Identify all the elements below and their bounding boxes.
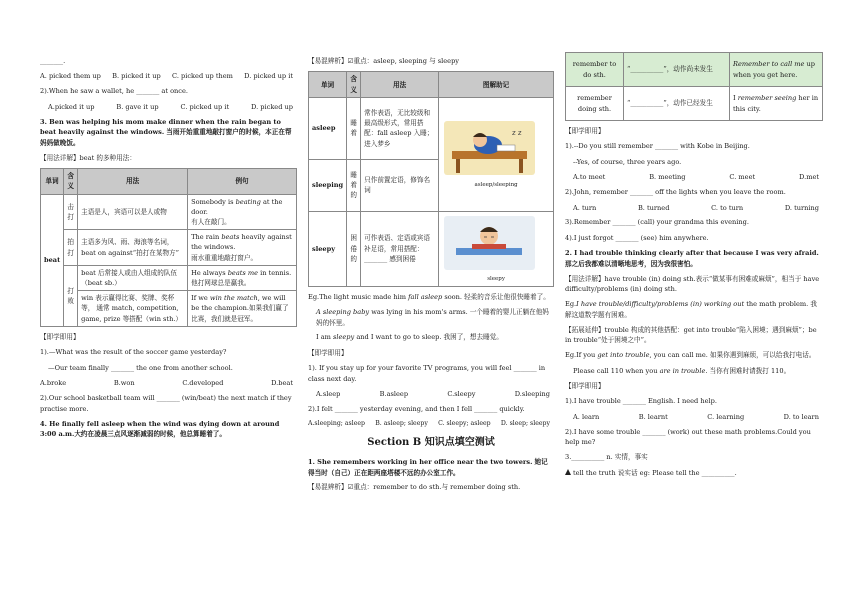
options <box>565 172 823 183</box>
example-zh: 他打网球总是赢我。 <box>191 279 251 288</box>
option: C.sleepy <box>447 389 476 398</box>
option: B. turned <box>637 203 670 212</box>
sentence-4-zh: 大约在凌晨三点风逐渐减弱的时候，他总算睡着了。 <box>74 430 226 439</box>
example <box>188 230 297 266</box>
column-left <box>40 56 297 608</box>
sleeping-boy-illustration <box>442 119 537 177</box>
vocab-item: 3.__________ n. 实情，事实 <box>565 453 648 462</box>
picture-cell-sleepy <box>439 211 554 286</box>
option: A.broke <box>40 379 67 388</box>
question: 4).I just forgot _______ (see) him anywhere. <box>565 233 709 242</box>
picture-caption: sleepy <box>487 276 505 283</box>
question-2: 2).When he saw a wallet, he _______ at once. <box>40 87 188 96</box>
meaning: 睡着 <box>347 97 361 159</box>
extension-example-2 <box>565 366 823 377</box>
vocab-note <box>565 468 823 479</box>
option: D. to learn <box>783 412 819 421</box>
option: B. asleep; sleepy <box>375 420 428 428</box>
option: D. turning <box>784 203 819 212</box>
sentence-3 <box>40 117 297 149</box>
header-word: 单词 <box>41 169 64 194</box>
option: A. turn <box>573 203 597 212</box>
option: C.developed <box>182 379 224 388</box>
example-text: and I want to go to sleep. 我困了，想去睡觉。 <box>354 333 503 342</box>
sentence-4 <box>40 419 297 440</box>
word: remember to do sth. <box>566 53 624 87</box>
meaning: 睡着的 <box>347 159 361 211</box>
header-meaning: 含义 <box>64 169 78 194</box>
compare-title: 【易混辨析】☑重点：asleep, sleeping 与 sleepy <box>308 57 460 65</box>
sentence-2-zh: 那之后我都难以清晰地思考，因为我很害怕。 <box>565 259 697 268</box>
question: 3).Remember _______ (call) your grandma this evening. <box>565 218 749 227</box>
option: D. picked up it <box>244 72 293 81</box>
meaning: 击打 <box>64 194 78 230</box>
example-italic: Remember to call me <box>733 60 805 69</box>
beat-usage-table <box>40 168 297 327</box>
example-text: Please call 110 when you <box>573 366 660 375</box>
example-italic: beats me <box>227 268 259 277</box>
question: 2).I felt _______ yesterday evening, and then I fell _______ quickly. <box>308 404 525 413</box>
example-text: the math problem. 我解这道数学题有困难。 <box>565 300 817 319</box>
sentence-2-en: 2. I had trouble thinking clearly after that because I was very afraid. <box>565 249 819 258</box>
question: 2).Our school basketball team will _______ (win/beat) the next match if they practise more. <box>40 394 292 413</box>
meaning: “__________”，动作尚未发生 <box>624 53 730 87</box>
picture-cell-asleep <box>439 97 554 211</box>
option: D.beat <box>271 379 293 388</box>
option: D.sleeping <box>514 389 550 398</box>
example-italic: I have trouble/difficulty/problems (in) working out <box>576 300 745 309</box>
sentence-3-en: 3. Ben was helping his mom make dinner when the rain began to beat heavily against the windows. <box>40 117 281 137</box>
text-line: _______. <box>40 57 66 65</box>
word-asleep: asleep <box>309 97 347 159</box>
example-italic: win the match <box>209 294 258 303</box>
example-italic: beats <box>221 233 240 242</box>
option: C. meet <box>729 173 756 182</box>
options <box>308 419 554 429</box>
sentence-4-en: 4. He finally fell asleep when the wind was dying down at around 3:00 a.m. <box>40 419 280 439</box>
usage: 主语多为风、雨、海浪等名词，beat on against“拍打在某物方” <box>78 230 188 266</box>
example-text: If we <box>191 294 210 303</box>
question: 1). If you stay up for your favorite TV programs, you will feel _______ in class next day. <box>308 364 546 383</box>
example-1 <box>308 292 554 303</box>
example-text: Somebody is <box>191 197 236 206</box>
example-text: He always <box>191 268 228 277</box>
sentence-1 <box>308 457 554 478</box>
example <box>730 87 823 121</box>
header-word: 单词 <box>309 72 347 97</box>
column-middle <box>308 56 554 608</box>
header-usage: 用法 <box>78 169 188 194</box>
option: C. to turn <box>711 203 744 212</box>
example-text: heavily against the windows. <box>191 233 292 252</box>
option: B. gave it up <box>116 102 159 111</box>
question: 2).John, remember _______ off the lights when you leave the room. <box>565 188 786 197</box>
option: C. picked up it <box>180 102 230 111</box>
option: A.sleeping; asleep <box>308 420 365 428</box>
header-picture: 图解助记 <box>439 72 554 97</box>
example-italic: remember seeing <box>737 94 797 103</box>
option: B. picked it up <box>112 72 161 81</box>
example-italic: beating <box>235 197 261 206</box>
picture-caption: asleep/sleeping <box>474 181 518 188</box>
option: D. sleep; sleepy <box>500 420 550 428</box>
example-italic: are in trouble <box>659 366 706 375</box>
example <box>730 53 823 87</box>
options-q1 <box>40 71 297 82</box>
usage: win 表示赢得比赛、奖牌、奖杯等， 通常 match, competition, game, prize 等搭配（win sth.） <box>78 291 188 327</box>
header-example: 例句 <box>188 169 297 194</box>
meaning: 打败 <box>64 265 78 326</box>
example-text: I <box>733 94 738 103</box>
extension-example <box>565 350 823 361</box>
option: A.to meet <box>573 173 606 182</box>
header-meaning: 含义 <box>347 72 361 97</box>
options <box>40 378 297 389</box>
column-right <box>565 52 823 608</box>
question: 1).I have trouble _______ English. I need help. <box>565 397 717 406</box>
usage: 只作前置定语，修饰名词 <box>361 159 439 211</box>
options <box>308 389 554 400</box>
meaning: “__________”，动作已经发生 <box>624 87 730 121</box>
sentence-1-zh: 她记得当时（自己）正在距两座塔楼不远的办公室工作。 <box>308 457 548 477</box>
example-zh: 雨水重重地敲打窗户。 <box>191 253 258 262</box>
usage: beat 后常接人或由人组成的队伍（beat sb.） <box>78 265 188 290</box>
meaning: 拍打 <box>64 230 78 266</box>
example-text: up when you get here. <box>733 60 816 79</box>
option: A. picked them up <box>40 72 101 81</box>
usage: 常作表语，无比较级和最高级形式，常用搭配：fall asleep 入睡；进入梦乡 <box>361 97 439 159</box>
usage: 主语是人，宾语可以是人或物 <box>78 194 188 230</box>
question-continued: --Yes, of course, three years ago. <box>573 157 682 166</box>
option: B. learnt <box>638 412 668 421</box>
vocab-note-text: tell the truth 说实话 eg: Please tell the __________. <box>573 468 737 477</box>
triangle-icon <box>565 469 571 475</box>
option: D.met <box>799 173 819 182</box>
sentence-1-en: 1. She remembers working in her office near the two towers. <box>308 457 533 466</box>
extension-note: 【拓展延伸】trouble 构成的其他搭配：get into trouble“陷入困境；遇到麻烦”；be in trouble“处于困境之中”。 <box>565 325 817 345</box>
option: B. meeting <box>649 173 686 182</box>
option: B.won <box>113 379 135 388</box>
asleep-sleeping-sleepy-table <box>308 71 554 286</box>
question: 2).I have some trouble _______ (work) out these math problems.Could you help me? <box>565 427 811 447</box>
example-zh: 如果我们赢了比赛，我们就是冠军。 <box>191 304 289 323</box>
example-italic: A sleeping baby <box>316 307 370 316</box>
example-3 <box>308 332 554 343</box>
question: 1).--Do you still remember _______ with Kobe in Beijing. <box>565 142 750 151</box>
practice-label: 【即学即用】 <box>565 381 605 390</box>
remember-table <box>565 52 823 121</box>
example <box>188 194 297 230</box>
example-italic: sleepy <box>332 333 355 342</box>
usage: 可作表语、定语或宾语补足语，常用搭配：_______ 感到困倦 <box>361 211 439 286</box>
options <box>565 203 823 214</box>
example-text: Eg.If you <box>565 351 598 360</box>
usage-example <box>565 299 823 320</box>
practice-label: 【即学即用】 <box>308 348 348 357</box>
option: D. picked up <box>251 102 293 111</box>
example-text: I am <box>316 333 333 342</box>
question-continued: —Our team finally _______ the one from another school. <box>48 363 233 372</box>
usage-explanation: 【用法详解】have trouble (in) doing sth.表示“做某事有困难或麻烦”，相当于 have difficulty/problems (in) doing sth. <box>565 274 820 294</box>
example-text: , you can call me. 如果你遇到麻烦，可以给我打电话。 <box>649 351 816 360</box>
option: C. picked up them <box>172 72 233 81</box>
meaning: 困倦的 <box>347 211 361 286</box>
sentence-3-zh: 当雨开始重重地敲打窗户的时候，本正在帮妈妈做晚饭。 <box>40 128 292 147</box>
compare-note: 【易混辨析】☑重点：remember to do sth.与 remember doing sth. <box>308 483 521 492</box>
word-beat: beat <box>41 194 64 326</box>
example-zh: 有人在敲门。 <box>191 217 231 226</box>
example-text: Eg.The light music made him <box>308 292 409 301</box>
example-text: was lying in his mom's arms. 一个睡着的婴儿正躺在他妈妈的怀里。 <box>316 307 549 327</box>
word-sleeping: sleeping <box>309 159 347 211</box>
section-title: Section B 知识点填空测试 <box>367 436 495 448</box>
example <box>188 291 297 327</box>
options <box>565 412 823 423</box>
example-text: her in this city. <box>733 94 819 113</box>
sleepy-boy-illustration <box>442 214 537 272</box>
example-text: in tennis. <box>258 268 292 277</box>
example-text: , we will be the champion. <box>191 294 286 313</box>
example-text: . 当你有困难时请拨打 110。 <box>705 366 791 375</box>
example-italic: get into trouble <box>597 351 650 360</box>
example-2 <box>308 307 554 328</box>
question: 1).—What was the result of the soccer game yesterday? <box>40 348 227 357</box>
option: B.asleep <box>379 389 409 398</box>
svg-text:z z: z z <box>512 129 522 138</box>
option: A.sleep <box>316 389 341 398</box>
example-text: at the door. <box>191 197 283 216</box>
option: A.picked it up <box>48 102 95 111</box>
beat-usage-title: 【用法详解】beat 的多种用法： <box>40 153 136 162</box>
header-usage: 用法 <box>361 72 439 97</box>
example-text: The rain <box>191 233 222 242</box>
word: remember doing sth. <box>566 87 624 121</box>
example-italic: fall asleep <box>408 292 443 301</box>
example-text: soon. 轻柔的音乐让他很快睡着了。 <box>442 292 550 301</box>
option: C. sleepy; asleep <box>438 420 491 428</box>
option: C. learning <box>707 412 745 421</box>
example-text: Eg. <box>565 300 577 309</box>
word-sleepy: sleepy <box>309 211 347 286</box>
options-q2 <box>40 102 297 113</box>
practice-label: 【即学即用】 <box>565 127 605 135</box>
option: A. learn <box>573 412 600 421</box>
practice-label: 【即学即用】 <box>40 332 80 341</box>
sentence-2 <box>565 248 823 269</box>
example <box>188 265 297 290</box>
